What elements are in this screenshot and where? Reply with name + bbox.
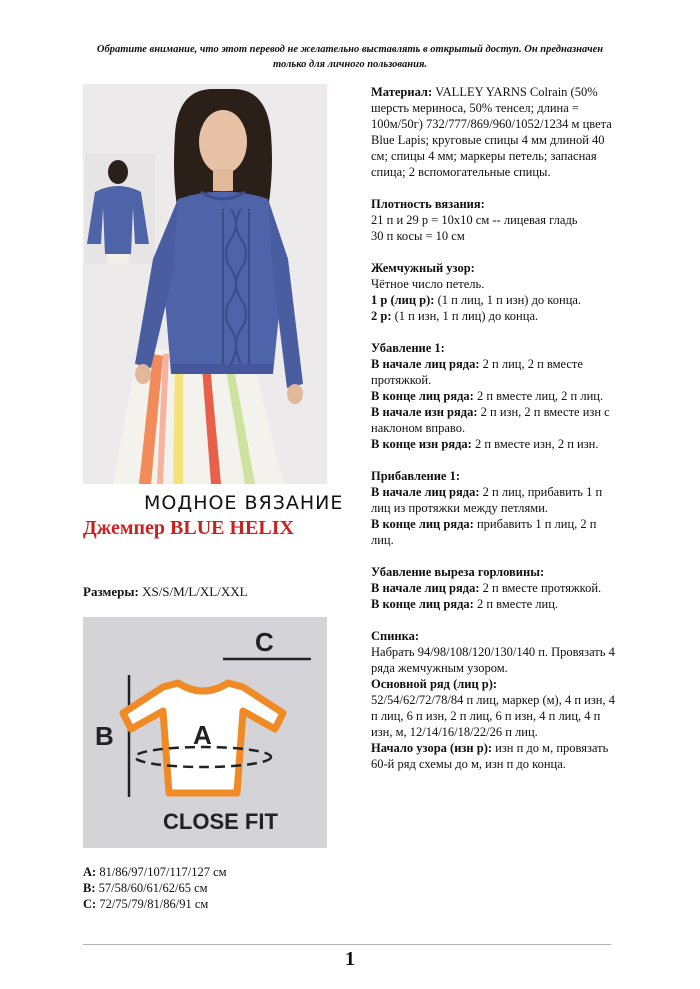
measure-c: [83, 896, 227, 912]
footer-divider: [83, 944, 611, 945]
inc1-a-label: В начале лиц ряда:: [371, 485, 480, 499]
back-heading: Спинка:: [371, 629, 420, 643]
measure-b: [83, 880, 227, 896]
material-text: VALLEY YARNS Colrain (50% шерсть мериноса, 50% тенсел; длина = 100м/50г) 732/777/869/960/1052/1234 м цвета Blue Lapis; круговые спицы 4 мм длиной 40 см; спицы 4 мм; маркеры петель; запасная спица; 2 вспомогательные спицы.: [371, 85, 612, 179]
sizes-value: XS/S/M/L/XL/XXL: [138, 584, 248, 599]
label-c: C: [255, 627, 274, 657]
inc1-a: [371, 484, 617, 516]
dec1-b-text: 2 п вместе лиц, 2 п лиц.: [473, 389, 604, 403]
sizes-line: [83, 584, 248, 600]
instructions-column: [371, 84, 617, 772]
measurements-list: [83, 864, 227, 912]
back-view-inset: [85, 154, 155, 264]
neck-b-text: 2 п вместе лиц.: [473, 597, 559, 611]
fit-label: CLOSE FIT: [163, 809, 278, 834]
gauge-line-2: 30 п косы = 10 см: [371, 229, 465, 243]
dec1-c-label: В начале изн ряда:: [371, 405, 478, 419]
dec1-c: [371, 404, 617, 436]
watermark-text: МОДНОЕ ВЯЗАНИЕ: [144, 492, 344, 514]
model-illustration: [83, 84, 327, 484]
inc1-heading: Прибавление 1:: [371, 469, 461, 483]
seed-row-2-text: (1 п изн, 1 п лиц) до конца.: [391, 309, 539, 323]
back-main-text: 52/54/62/72/78/84 п лиц, маркер (м), 4 п изн, 4 п лиц, 6 п изн, 2 п лиц, 6 п изн, 4 п лиц, 4 п изн, м, 12/14/16/18/22/26 п лиц.: [371, 693, 615, 739]
neck-b: [371, 596, 617, 612]
back-start-label: Начало узора (изн р):: [371, 741, 493, 755]
label-a: A: [193, 720, 212, 750]
neck-heading: Убавление выреза горловины:: [371, 565, 545, 579]
inc1-b: [371, 516, 617, 548]
gauge-heading: Плотность вязания:: [371, 197, 485, 211]
measure-a-label: A:: [83, 865, 97, 879]
dec1-a-text: 2 п лиц, 2 п вместе протяжкой.: [371, 357, 583, 387]
material-label: Материал:: [371, 85, 433, 99]
measure-a-value: 81/86/97/107/117/127 см: [96, 865, 227, 879]
seed-row-1: [371, 292, 617, 308]
seed-row-2-label: 2 р:: [371, 309, 392, 323]
seed-row-2: [371, 308, 617, 324]
measure-a: [83, 864, 227, 880]
neck-b-label: В конце лиц ряда:: [371, 597, 474, 611]
sweater-photo: [83, 84, 327, 484]
neck-a: [371, 580, 617, 596]
inc1-b-text: прибавить 1 п лиц, 2 п лиц.: [371, 517, 597, 547]
sizes-label: Размеры:: [83, 584, 139, 599]
measure-c-value: 72/75/79/81/86/91 см: [96, 897, 209, 911]
neck-a-label: В начале лиц ряда:: [371, 581, 480, 595]
dec1-b-label: В конце лиц ряда:: [371, 389, 474, 403]
dec1-b: [371, 388, 617, 404]
fit-diagram: [83, 617, 327, 848]
label-b: B: [95, 721, 114, 751]
notice-text: Обратите внимание, что этот перевод не желательно выставлять в открытый доступ. Он предназначен только для личного пользования.: [96, 44, 604, 70]
gauge-line-1: 21 п и 29 р = 10х10 см -- лицевая гладь: [371, 213, 578, 227]
dec1-a-label: В начале лиц ряда:: [371, 357, 480, 371]
page-number: 1: [345, 948, 355, 970]
measure-b-label: B:: [83, 881, 96, 895]
neck-a-text: 2 п вместе протяжкой.: [479, 581, 602, 595]
measure-b-value: 57/58/60/61/62/65 см: [95, 881, 208, 895]
back-main-label: Основной ряд (лиц р):: [371, 677, 498, 691]
back-text: Набрать 94/98/108/120/130/140 п. Провязать 4 ряда жемчужным узором.: [371, 645, 615, 675]
seed-row-1-text: (1 п лиц, 1 п изн) до конца.: [434, 293, 582, 307]
material-section: [371, 84, 617, 180]
dec1-d-label: В конце изн ряда:: [371, 437, 472, 451]
dec1-c-text: 2 п изн, 2 п вместе изн с наклоном вправо.: [371, 405, 610, 435]
dec1-d-text: 2 п вместе изн, 2 п изн.: [471, 437, 599, 451]
dec1-a: [371, 356, 617, 388]
seed-row-1-label: 1 р (лиц р):: [371, 293, 435, 307]
seed-intro: Чётное число петель.: [371, 277, 485, 291]
measure-c-label: C:: [83, 897, 97, 911]
inc1-a-text: 2 п лиц, прибавить 1 п лиц из протяжки между петлями.: [371, 485, 603, 515]
seed-heading: Жемчужный узор:: [371, 261, 475, 275]
back-start-text: изн п до м, провязать 60-й ряд схемы до м, изн п до конца.: [371, 741, 609, 771]
back-start: [371, 740, 617, 772]
dec1-d: [371, 436, 617, 452]
inc1-b-label: В конце лиц ряда:: [371, 517, 474, 531]
pattern-title: Джемпер BLUE HELIX: [83, 517, 294, 539]
dec1-heading: Убавление 1:: [371, 341, 445, 355]
